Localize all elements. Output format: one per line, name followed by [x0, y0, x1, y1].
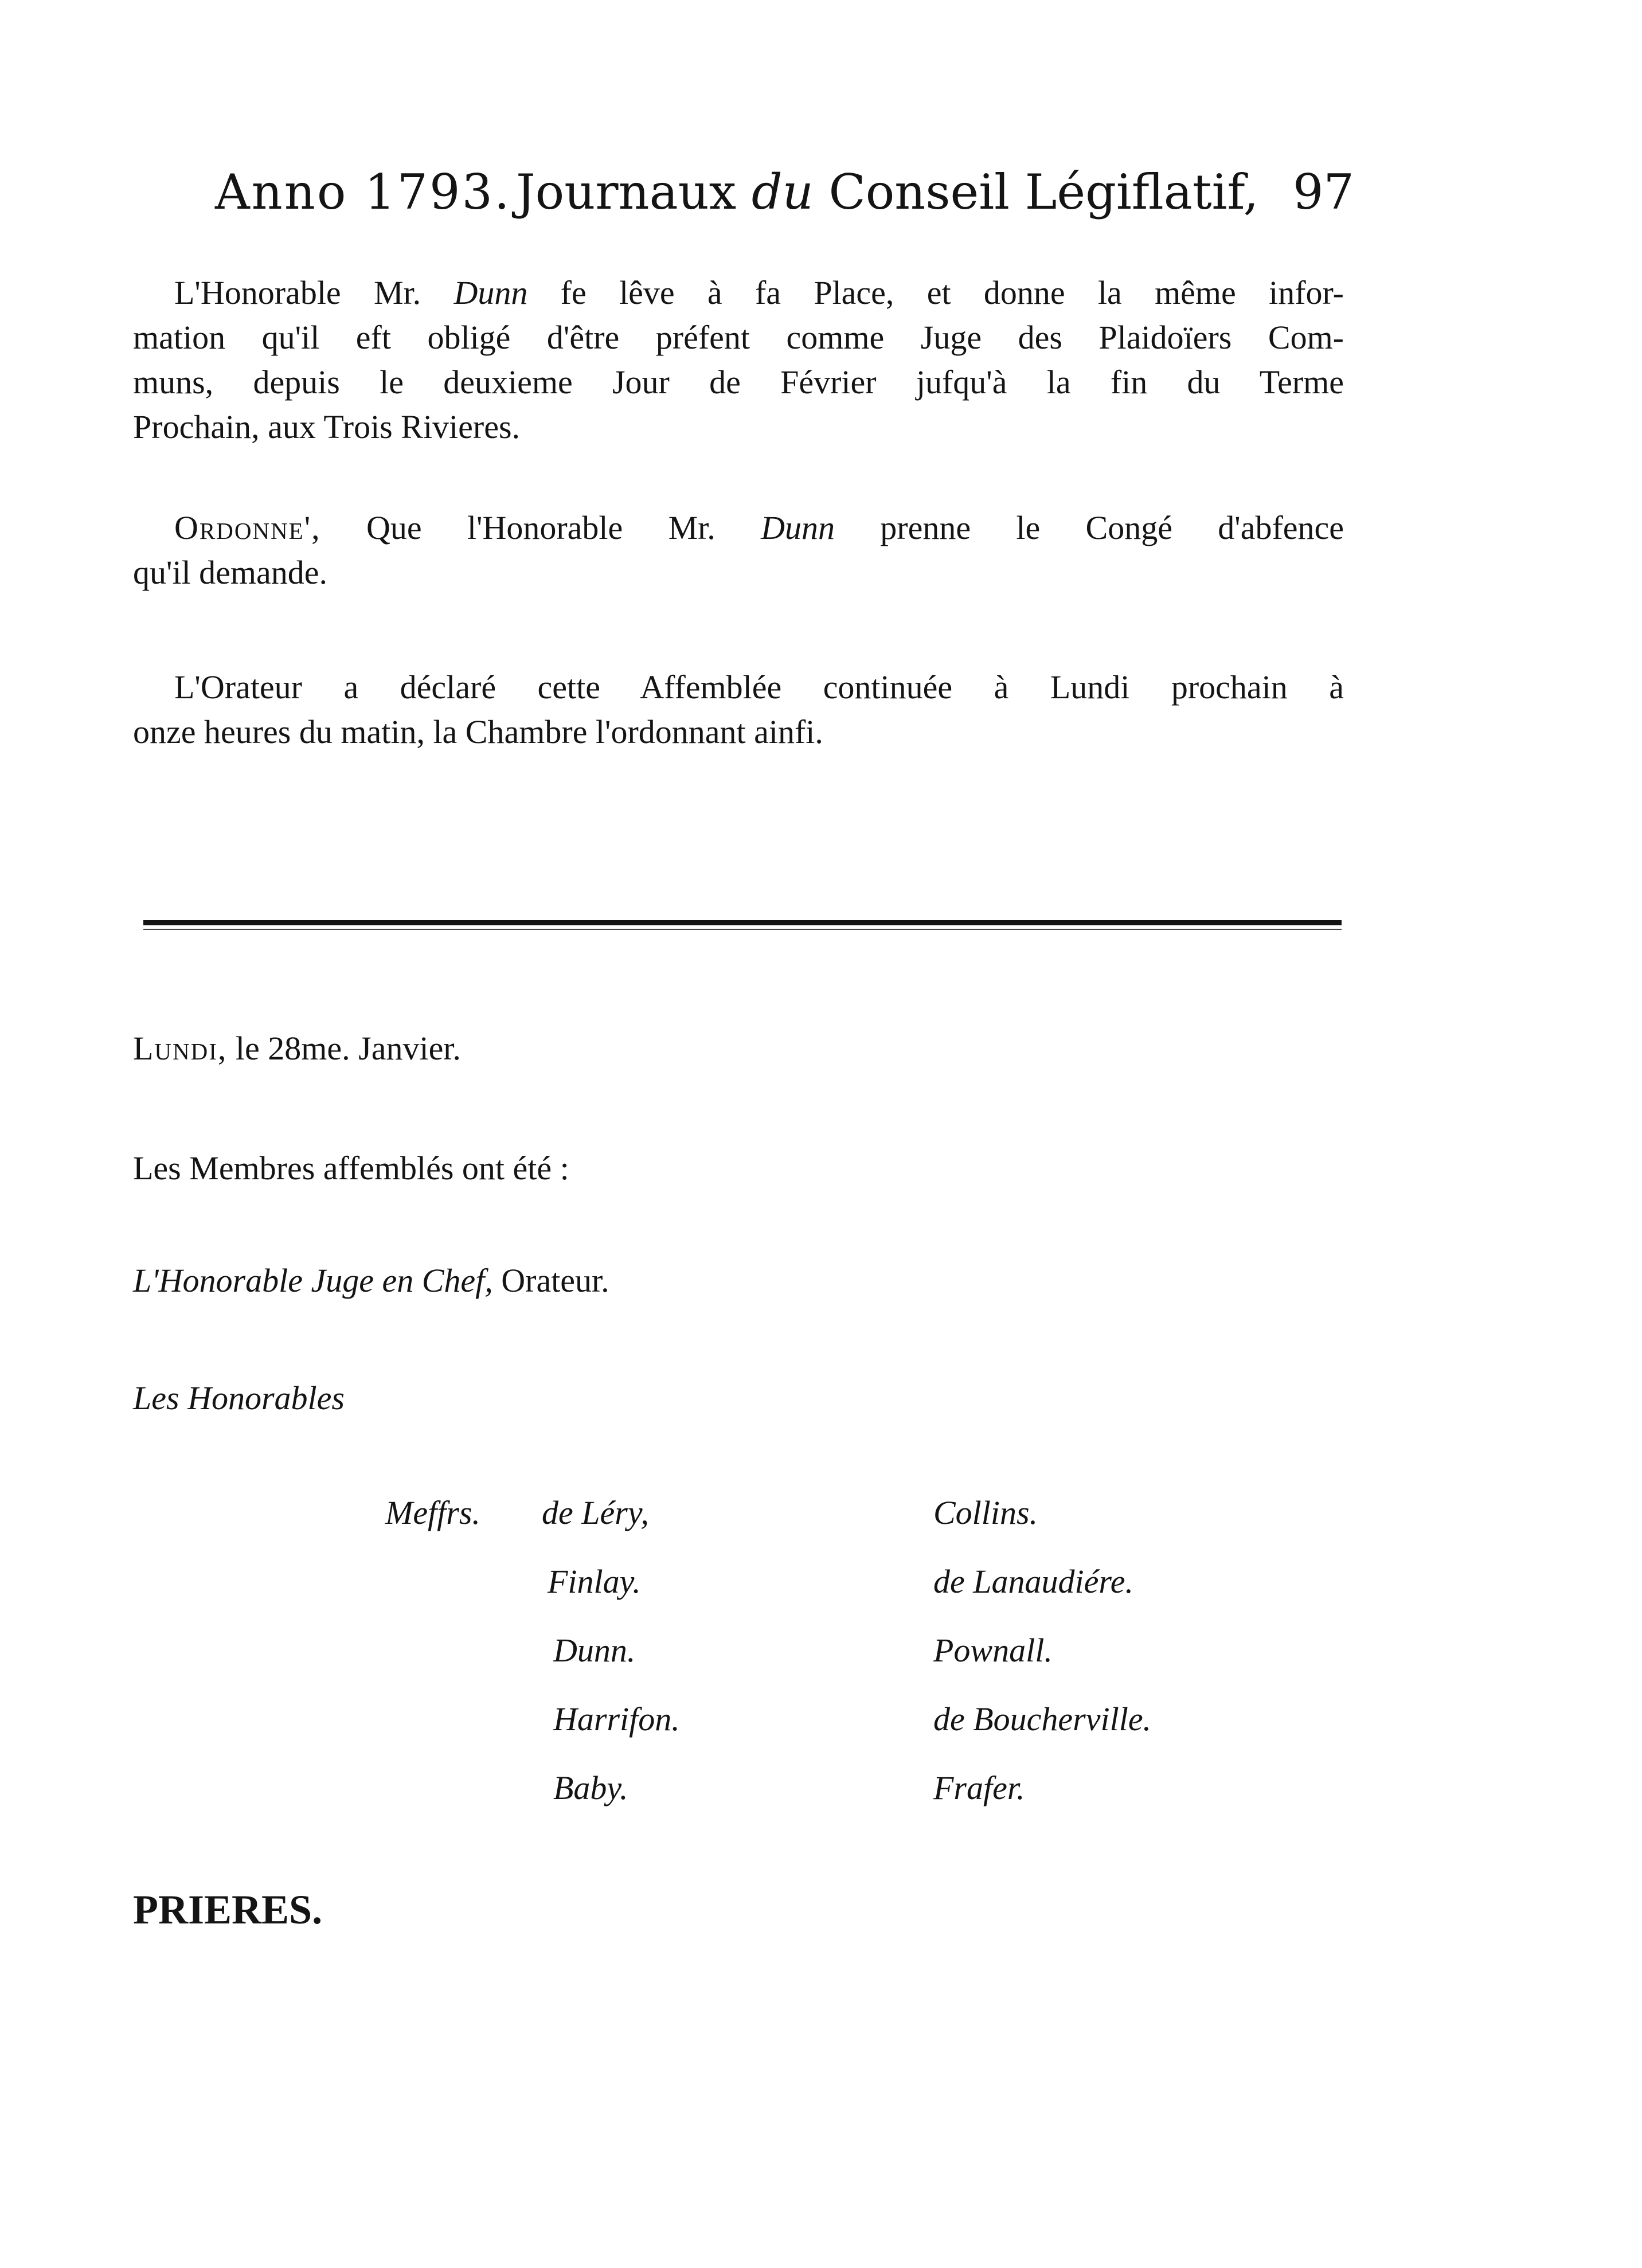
ordonne-label: Ordonne',: [174, 509, 321, 546]
section-divider-thin: [143, 929, 1342, 930]
member-name: de Léry,: [542, 1494, 649, 1531]
header-title-du: du: [751, 164, 814, 220]
text-run: L'Honorable Mr.: [174, 274, 454, 311]
paragraph-line: onze heures du matin, la Chambre l'ordonnant ainfi.: [133, 713, 823, 750]
chief-justice-label: L'Honorable Juge en Chef,: [133, 1262, 493, 1299]
paragraph-line: muns, depuis le deuxieme Jour de Février jufqu'à la fin du Terme: [133, 363, 1344, 401]
member-name: Collins.: [933, 1494, 1038, 1531]
member-name: Pownall.: [933, 1632, 1053, 1669]
text-run: Que l'Honorable Mr.: [320, 509, 761, 546]
member-name: Frafer.: [933, 1769, 1025, 1806]
paragraph-line: qu'il demande.: [133, 554, 328, 591]
member-name: de Lanaudiére.: [933, 1563, 1134, 1600]
paragraph-ordonne: [133, 506, 1344, 595]
orateur-label: Orateur.: [492, 1262, 609, 1299]
paragraph-line: Prochain, aux Trois Rivieres.: [133, 408, 521, 445]
paragraph-line: mation qu'il eft obligé d'être préfent comme Juge des Plaidoïers Com-: [133, 319, 1344, 356]
text-run: fe lêve à fa Place, et donne la même infor-: [527, 274, 1344, 311]
sitting-date: [133, 1029, 461, 1067]
header-title-journaux: Journaux: [516, 164, 737, 220]
running-header: [215, 164, 1362, 233]
name-dunn: Dunn: [453, 274, 528, 311]
member-name: Finlay.: [548, 1563, 641, 1600]
text-run: prenne le Congé d'abfence: [834, 509, 1344, 546]
paragraph-line: L'Orateur a déclaré cette Affemblée continuée à Lundi prochain à: [174, 668, 1344, 706]
honorables-heading: Les Honorables: [133, 1379, 345, 1417]
paragraph-line: [133, 271, 1344, 315]
member-name: Dunn.: [553, 1632, 636, 1669]
paragraph-line: [133, 506, 1344, 550]
member-name: Harrifon.: [553, 1700, 680, 1738]
member-name: Baby.: [553, 1769, 628, 1806]
header-title: [516, 164, 1258, 220]
messrs-label: Meffrs.: [385, 1494, 480, 1531]
prieres-heading: PRIERES.: [133, 1887, 323, 1933]
page-number: 97: [1293, 164, 1354, 220]
name-dunn: Dunn: [761, 509, 835, 546]
member-name: de Boucherville.: [933, 1700, 1152, 1738]
paragraph-dunn-information: [133, 271, 1344, 449]
paragraph-adjournment: [133, 665, 1344, 754]
day-label: Lundi,: [133, 1030, 228, 1067]
section-divider: [143, 920, 1342, 925]
speaker-line: [133, 1261, 609, 1300]
members-heading: Les Membres affemblés ont été :: [133, 1149, 569, 1187]
header-year: Anno 1793.: [215, 164, 511, 220]
date-text: le 28me. Janvier.: [227, 1030, 461, 1067]
header-title-conseil: Conseil Légiflatif,: [828, 164, 1259, 220]
